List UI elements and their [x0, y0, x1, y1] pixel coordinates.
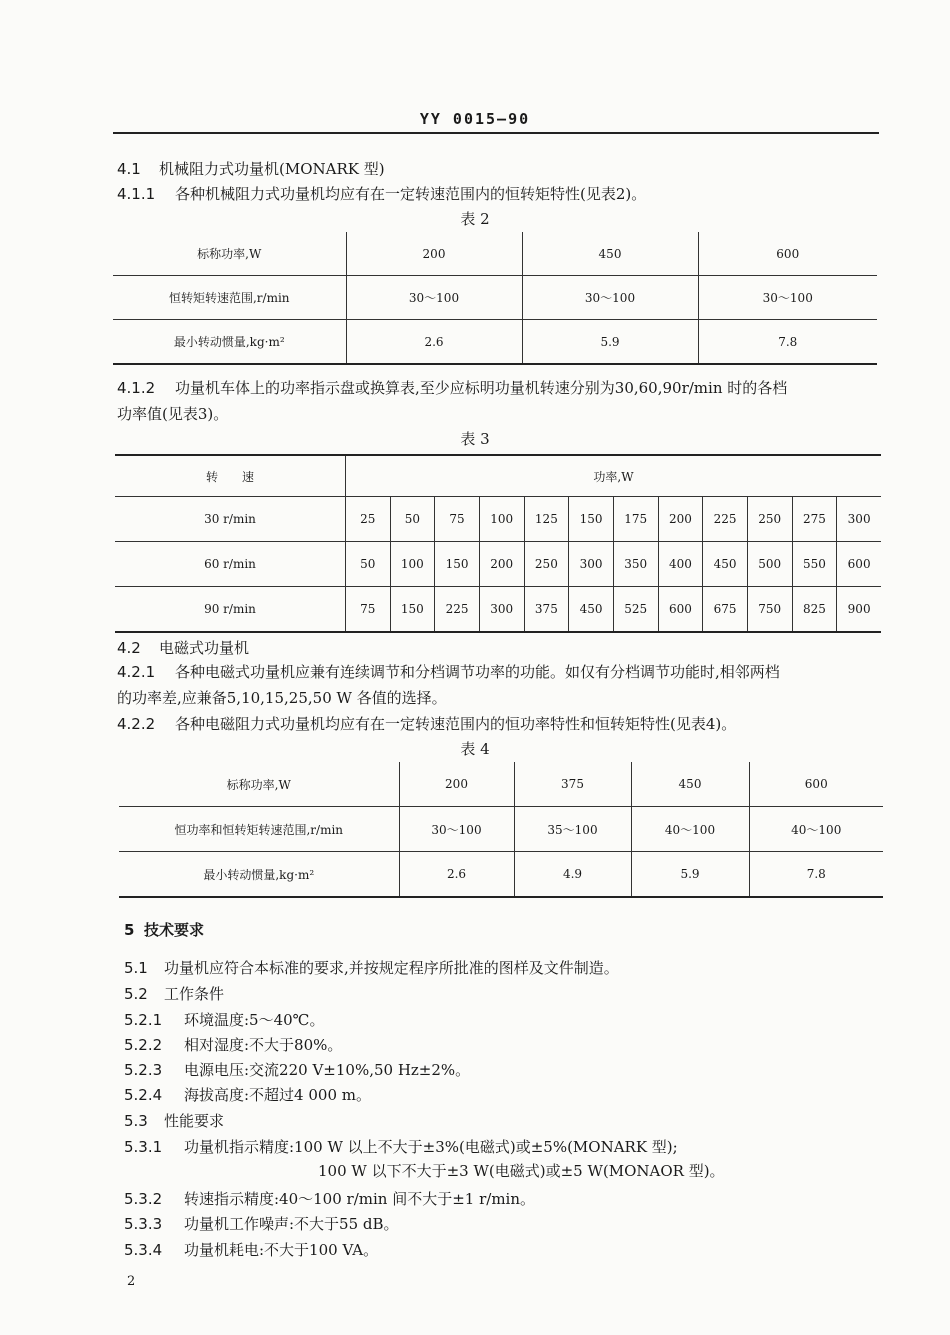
row-label: 60 r/min — [115, 542, 345, 587]
table-cell: 600 — [658, 587, 703, 633]
section-5-3-3: 5.3.3 功量机工作噪声:不大于55 dB。 — [124, 1215, 399, 1233]
section-5-3-1-cont: 100 W 以下不大于±3 W(电磁式)或±5 W(MONAOR 型)。 — [318, 1162, 725, 1180]
table-3 — [115, 454, 881, 633]
table-cell: 40～100 — [749, 807, 883, 852]
table-cell: 250 — [747, 497, 792, 542]
section-5-2-4: 5.2.4 海拔高度:不超过4 000 m。 — [124, 1086, 371, 1104]
table-cell: 250 — [524, 542, 569, 587]
table-cell: 275 — [792, 497, 837, 542]
table-cell: 2.6 — [346, 320, 522, 365]
column-header-speed: 转 速 — [115, 455, 345, 497]
table-cell: 150 — [569, 497, 614, 542]
table-3-caption: 表 3 — [460, 430, 490, 448]
table-cell: 5.9 — [631, 852, 749, 898]
table-cell: 375 — [514, 762, 631, 807]
table-row — [115, 587, 881, 633]
table-cell: 50 — [345, 542, 390, 587]
table-cell: 550 — [792, 542, 837, 587]
table-cell: 30～100 — [698, 276, 877, 320]
table-cell: 200 — [658, 497, 703, 542]
table-cell: 450 — [569, 587, 614, 633]
row-label: 30 r/min — [115, 497, 345, 542]
row-label: 90 r/min — [115, 587, 345, 633]
row-label: 最小转动惯量,kg·m² — [119, 852, 399, 898]
row-label: 最小转动惯量,kg·m² — [113, 320, 346, 365]
section-4-1-1: 4.1.1 各种机械阻力式功量机均应有在一定转速范围内的恒转矩特性(见表2)。 — [117, 185, 647, 203]
table-cell: 40～100 — [631, 807, 749, 852]
section-5-2: 5.2 工作条件 — [124, 985, 225, 1003]
section-5-2-2: 5.2.2 相对湿度:不大于80%。 — [124, 1036, 343, 1054]
row-label: 恒功率和恒转矩转速范围,r/min — [119, 807, 399, 852]
table-row — [119, 762, 883, 807]
table-cell: 225 — [435, 587, 480, 633]
section-4-2-2: 4.2.2 各种电磁阻力式功量机均应有在一定转速范围内的恒功率特性和恒转矩特性(见表4)。 — [117, 715, 737, 733]
table-cell: 300 — [569, 542, 614, 587]
table-cell: 100 — [390, 542, 435, 587]
table-cell: 500 — [747, 542, 792, 587]
table-cell: 35～100 — [514, 807, 631, 852]
table-cell: 450 — [631, 762, 749, 807]
table-cell: 675 — [703, 587, 748, 633]
table-header-row — [115, 455, 881, 497]
table-cell: 50 — [390, 497, 435, 542]
section-5-3-1: 5.3.1 功量机指示精度:100 W 以上不大于±3%(电磁式)或±5%(MONARK 型); — [124, 1138, 678, 1156]
table-row — [113, 276, 877, 320]
table-2-caption: 表 2 — [460, 210, 490, 228]
table-cell: 200 — [399, 762, 514, 807]
section-4-2-1-cont: 的功率差,应兼备5,10,15,25,50 W 各值的选择。 — [117, 689, 447, 707]
section-4-2: 4.2 电磁式功量机 — [117, 639, 250, 657]
table-cell: 450 — [522, 232, 698, 276]
page-number: 2 — [127, 1274, 136, 1289]
table-cell: 750 — [747, 587, 792, 633]
table-cell: 75 — [345, 587, 390, 633]
row-label: 恒转矩转速范围,r/min — [113, 276, 346, 320]
section-4-2-1: 4.2.1 各种电磁式功量机应兼有连续调节和分档调节功率的功能。如仅有分档调节功能时,相邻两档 — [117, 663, 780, 681]
table-row — [119, 852, 883, 898]
section-5-3-4: 5.3.4 功量机耗电:不大于100 VA。 — [124, 1241, 379, 1259]
table-cell: 400 — [658, 542, 703, 587]
table-cell: 5.9 — [522, 320, 698, 365]
table-cell: 450 — [703, 542, 748, 587]
table-cell: 900 — [837, 587, 881, 633]
table-cell: 2.6 — [399, 852, 514, 898]
section-4-1-2-cont: 功率值(见表3)。 — [117, 405, 229, 423]
table-cell: 4.9 — [514, 852, 631, 898]
table-cell: 600 — [698, 232, 877, 276]
table-cell: 350 — [613, 542, 658, 587]
table-row — [113, 320, 877, 365]
table-4 — [119, 762, 883, 898]
table-cell: 525 — [613, 587, 658, 633]
table-cell: 175 — [613, 497, 658, 542]
table-cell: 200 — [479, 542, 524, 587]
section-5-2-3: 5.2.3 电源电压:交流220 V±10%,50 Hz±2%。 — [124, 1061, 471, 1079]
table-4-caption: 表 4 — [460, 740, 490, 758]
row-label: 标称功率,W — [113, 232, 346, 276]
table-cell: 30～100 — [522, 276, 698, 320]
table-cell: 30～100 — [346, 276, 522, 320]
table-cell: 150 — [390, 587, 435, 633]
section-5-3-2: 5.3.2 转速指示精度:40～100 r/min 间不大于±1 r/min。 — [124, 1190, 535, 1208]
section-5-2-1: 5.2.1 环境温度:5～40℃。 — [124, 1011, 325, 1029]
column-header-power: 功率,W — [345, 455, 881, 497]
table-row — [115, 542, 881, 587]
table-cell: 30～100 — [399, 807, 514, 852]
section-5-1: 5.1 功量机应符合本标准的要求,并按规定程序所批准的图样及文件制造。 — [124, 959, 619, 977]
table-2 — [113, 232, 877, 365]
table-cell: 375 — [524, 587, 569, 633]
section-4-1-2: 4.1.2 功量机车体上的功率指示盘或换算表,至少应标明功量机转速分别为30,60,90r/min 时的各档 — [117, 379, 788, 397]
row-label: 标称功率,W — [119, 762, 399, 807]
table-cell: 25 — [345, 497, 390, 542]
table-cell: 100 — [479, 497, 524, 542]
table-cell: 825 — [792, 587, 837, 633]
table-cell: 125 — [524, 497, 569, 542]
section-5-3: 5.3 性能要求 — [124, 1112, 225, 1130]
table-cell: 150 — [435, 542, 480, 587]
table-row — [113, 232, 877, 276]
table-cell: 225 — [703, 497, 748, 542]
document-code: YY 0015—90 — [419, 110, 531, 128]
section-5: 5 技术要求 — [124, 921, 205, 939]
header-rule — [113, 132, 879, 134]
table-cell: 300 — [479, 587, 524, 633]
table-cell: 600 — [837, 542, 881, 587]
table-cell: 75 — [435, 497, 480, 542]
table-cell: 200 — [346, 232, 522, 276]
table-cell: 7.8 — [698, 320, 877, 365]
table-cell: 7.8 — [749, 852, 883, 898]
table-cell: 300 — [837, 497, 881, 542]
table-row — [115, 497, 881, 542]
table-row — [119, 807, 883, 852]
table-cell: 600 — [749, 762, 883, 807]
section-4-1: 4.1 机械阻力式功量机(MONARK 型) — [117, 160, 385, 178]
